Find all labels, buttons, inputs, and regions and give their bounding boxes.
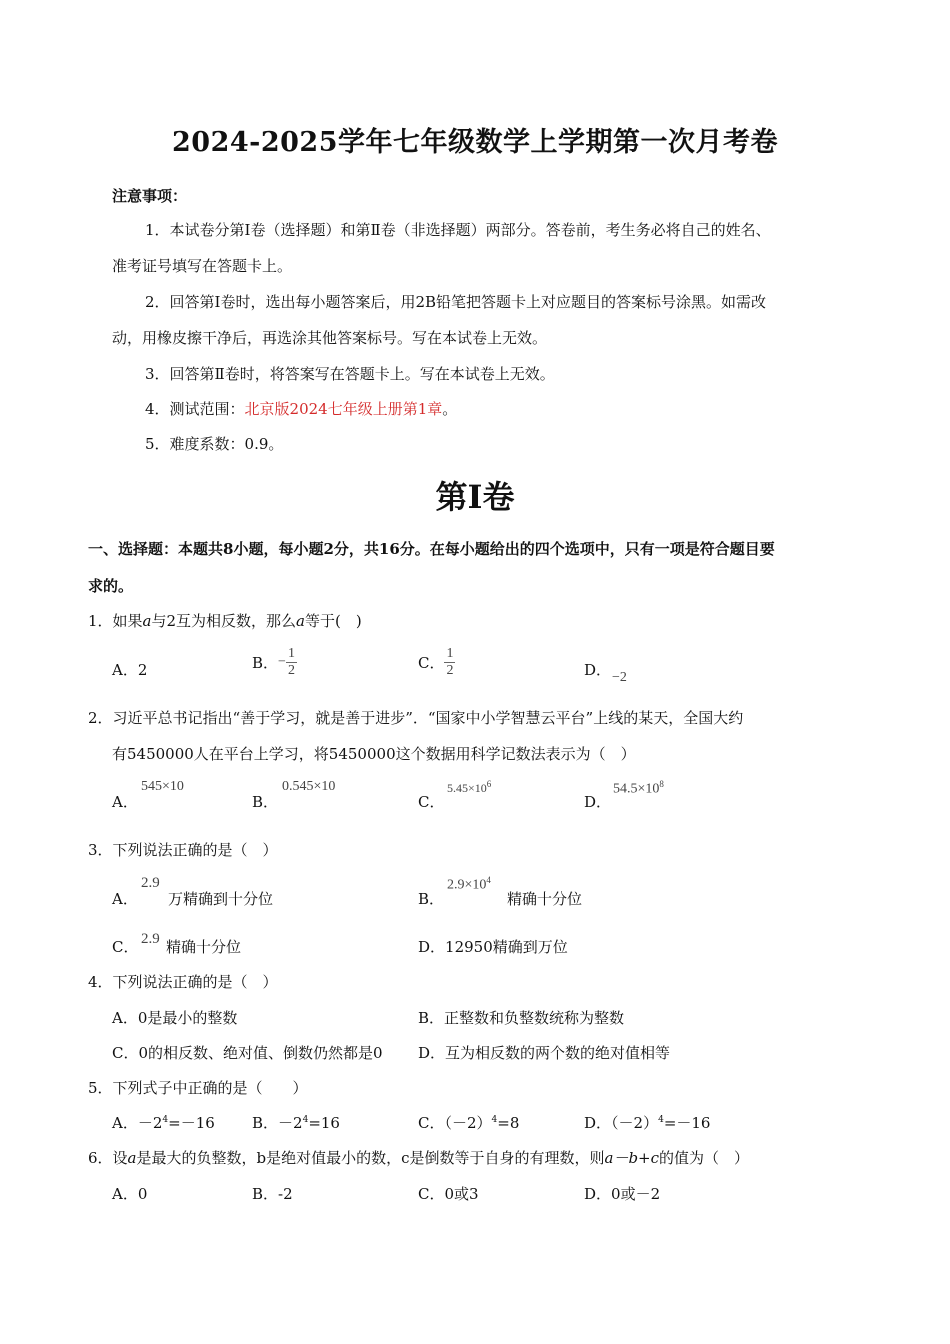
q5-b-pre: B．－2 [252,1114,303,1132]
q1-stem-pre: 1．如果 [88,612,143,630]
q3-option-c-label: C． [112,938,139,956]
q4-stem: 4．下列说法正确的是（ ） [88,973,278,991]
q3-option-b-label: B． [418,890,445,908]
q1-option-b-fraction [286,646,297,679]
q3-option-a-math: 2.9 [141,875,160,891]
q3-b-base: 2.9×10 [447,877,487,893]
q6-expression: a－b+c [604,1149,660,1167]
exam-title: 2024-2025学年七年级数学上学期第一次月考卷 [172,127,778,158]
section-desc-line-2: 求的。 [88,577,134,595]
q1-c-denominator: 2 [446,663,454,678]
q1-option-b-label: B． [252,654,279,672]
q1-stem-post: 等于( ) [305,612,362,630]
note-2-line-1: 2．回答第Ⅰ卷时，选出每小题答案后，用2B铅笔把答题卡上对应题目的答案标号涂黑。如需改 [145,293,767,311]
q1-b-numerator: 1 [287,646,295,661]
q6-stem-pre: 6．设 [88,1149,128,1167]
q5-d-post: =－16 [663,1114,711,1132]
q4-option-b: B．正整数和负整数统称为整数 [418,1009,625,1027]
q2-option-b-label: B． [252,793,279,811]
q3-option-a-text: 万精确到十分位 [168,890,274,908]
q1-option-a: A．2 [112,661,148,679]
q3-b-exponent: 4 [486,875,491,885]
q1-option-d-label: D． [584,661,612,679]
q6-option-c: C．0或3 [418,1185,479,1203]
q2-stem-line-1: 2．习近平总书记指出“善于学习，就是善于进步”．“国家中小学智慧云平台”上线的某天，全国大约 [88,709,744,727]
q2-option-d-value [613,779,664,798]
note-4 [145,399,457,419]
q5-a-pre: A．－2 [112,1114,163,1132]
q2-option-b-value: 0.545×10 [282,779,336,794]
q1-stem [88,610,362,631]
q3-option-b-text: 精确十分位 [507,890,583,908]
q1-var-a2: a [296,612,305,630]
note-2-line-2: 动，用橡皮擦干净后，再选涂其他答案标号。写在本试卷上无效。 [112,329,548,347]
q1-option-d-value: −2 [612,670,627,685]
q3-option-c-text: 精确十分位 [166,938,242,956]
q6-option-b: B．-2 [252,1185,293,1203]
q1-option-c [418,646,455,679]
q6-stem-mid: 是最大的负整数，b是绝对值最小的数，c是倒数等于自身的有理数，则 [136,1149,605,1167]
q5-b-post: =16 [308,1114,340,1132]
note-4-range: 北京版2024七年级上册第1章 [244,400,443,418]
q5-c-exponent: 4 [491,1115,498,1125]
q1-option-b [252,646,297,679]
q2-option-c-value [447,779,491,796]
section-title: 第Ⅰ卷 [435,478,515,516]
notes-heading: 注意事项： [112,187,188,205]
note-4-suffix: 。 [442,400,458,418]
q6-option-a: A．0 [112,1185,148,1203]
q2-option-c-label: C． [418,793,445,811]
note-4-prefix: 4．测试范围： [145,400,245,418]
section-desc-line-1: 一、选择题：本题共8小题，每小题2分，共16分。在每小题给出的四个选项中，只有一项是符合题目要 [88,540,775,558]
q5-option-a [112,1112,215,1133]
note-3: 3．回答第Ⅱ卷时，将答案写在答题卡上。写在本试卷上无效。 [145,365,555,383]
q2-option-a-value: 545×10 [141,779,184,794]
q1-b-denominator: 2 [287,663,295,678]
q5-stem: 5．下列式子中正确的是（ ） [88,1079,308,1097]
q2-c-exponent: 6 [486,779,492,789]
q6-option-d: D．0或－2 [584,1185,661,1203]
q4-option-c: C．0的相反数、绝对值、倒数仍然都是0 [112,1044,383,1062]
q1-option-c-label: C． [418,654,445,672]
q2-option-a-label: A． [112,793,138,811]
q1-var-a: a [142,612,152,630]
note-1-line-2: 准考证号填写在答题卡上。 [112,257,293,275]
q1-option-c-fraction [444,646,455,679]
q3-option-b-math [447,875,491,894]
q1-stem-mid: 与2互为相反数，那么 [151,612,297,630]
q2-stem-line-2: 有5450000人在平台上学习，将5450000这个数据用科学记数法表示为（ ） [112,745,636,763]
q5-c-pre: C．（－2） [418,1114,492,1132]
q4-option-a: A．0是最小的整数 [112,1009,238,1027]
q5-option-b [252,1112,340,1133]
q6-stem [88,1147,749,1168]
q5-option-c [418,1112,519,1133]
q5-d-pre: D．（－2） [584,1114,659,1132]
q2-d-base: 54.5×10 [613,781,660,797]
q5-d-exponent: 4 [658,1115,664,1125]
q5-a-exponent: 4 [162,1115,169,1125]
q5-option-d [584,1112,710,1133]
q2-c-base: 5.45×10 [447,781,487,795]
q4-option-d: D．互为相反数的两个数的绝对值相等 [418,1044,671,1062]
q5-a-post: =－16 [168,1114,215,1132]
q3-option-a-label: A． [112,890,138,908]
note-1-line-1: 1．本试卷分第Ⅰ卷（选择题）和第Ⅱ卷（非选择题）两部分。答卷前，考生务必将自己的姓名、 [145,221,771,239]
q5-b-exponent: 4 [302,1115,309,1125]
q1-c-numerator: 1 [446,646,454,661]
q6-stem-post: 的值为（ ） [659,1149,750,1167]
q3-option-d: D．12950精确到万位 [418,938,568,956]
q2-d-exponent: 8 [659,779,664,789]
q1-option-b-sign: − [278,654,286,670]
q3-stem: 3．下列说法正确的是（ ） [88,841,278,859]
note-5: 5．难度系数：0.9。 [145,435,284,453]
q3-option-c-math: 2.9 [141,931,160,947]
q6-var-a: a [127,1149,137,1167]
q2-option-d-label: D． [584,793,612,811]
q5-c-post: =8 [497,1114,520,1132]
